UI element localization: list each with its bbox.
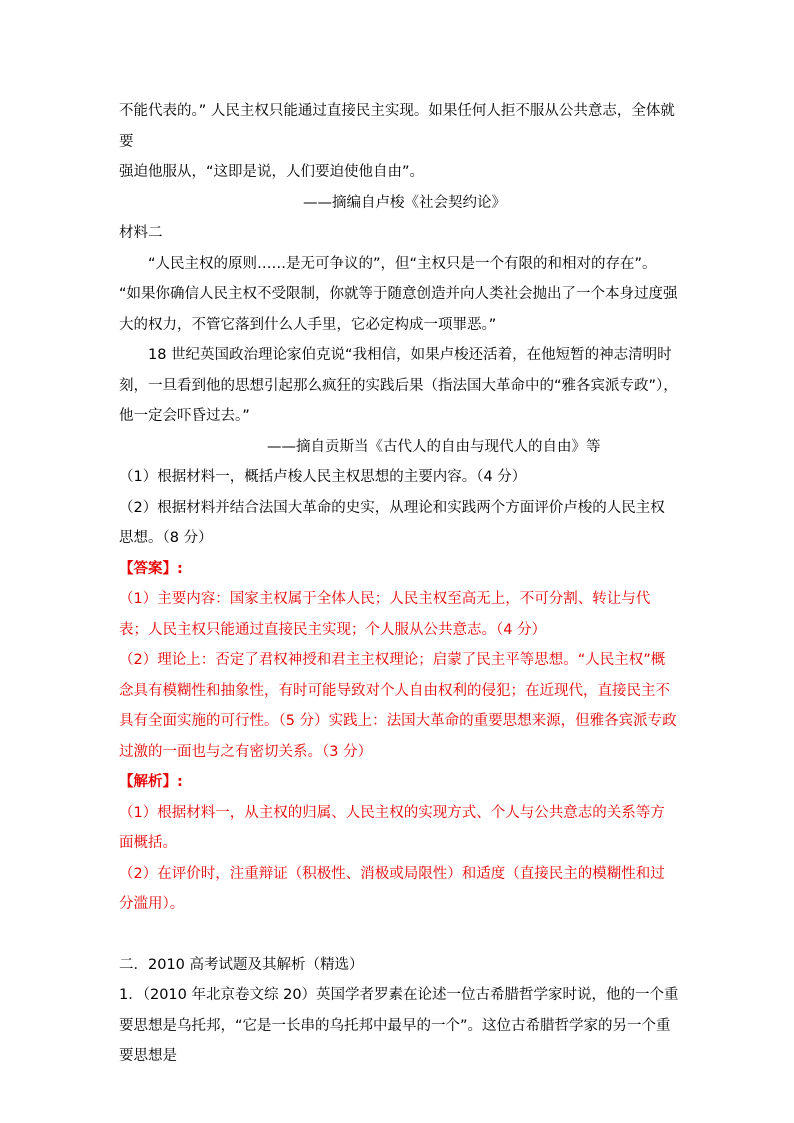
question-1: （1）根据材料一，概括卢梭人民主权思想的主要内容。（4 分） [119, 469, 527, 485]
section2-heading: 二．2010 高考试题及其解析（精选） [119, 956, 364, 973]
material2-citation: ——摘自贡斯当《古代人的自由与现代人的自由》等 [267, 438, 601, 455]
material2-heading: 材料二 [119, 225, 163, 241]
material1-text-line2: 强迫他服从，“这即是说，人们要迫使他自由”。 [119, 164, 425, 180]
analysis-label: 【解析】: [119, 774, 183, 790]
material2-paragraph2: 18 世纪英国政治理论家伯克说“我相信，如果卢梭还活着，在他短暂的神志清明时刻，一旦看到他的思想引起那么疯狂的实践后果（指法国大革命中的“雅各宾派专政”），他一定会吓昏过去。” [119, 347, 678, 424]
material1-text-line1: 不能代表的。” 人民主权只能通过直接民主实现。如果任何人拒不服从公共意志，全体就要 [119, 103, 675, 150]
answer-1: （1）主要内容：国家主权属于全体人民；人民主权至高无上，不可分割、转让与代表；人民主权只能通过直接民主实现；个人服从公共意志。（4 分） [119, 591, 651, 638]
material1-citation: ——摘编自卢梭《社会契约论》 [303, 194, 506, 211]
section-spacer [119, 920, 679, 950]
analysis-1: （1）根据材料一，从主权的归属、人民主权的实现方式、个人与公共意志的关系等方面概括。 [119, 804, 665, 851]
section2-question-1: 1．（2010 年北京卷文综 20）英国学者罗素在论述一位古希腊哲学家时说，他的一个重要思想是乌托邦，“它是一长串的乌托邦中最早的一个”。这位古希腊哲学家的另一个重要思想是 [119, 987, 679, 1064]
analysis-2: （2）在评价时，注重辩证（积极性、消极或局限性）和适度（直接民主的模糊性和过分滥用）。 [119, 865, 665, 912]
document-body [119, 96, 679, 1072]
answer-label: 【答案】: [119, 560, 183, 577]
answer-2: （2）理论上：否定了君权神授和君主主权理论；启蒙了民主平等思想。“人民主权”概念具有模糊性和抽象性，有时可能导致对个人自由权利的侵犯；在近现代，直接民主不具有全面实施的可行性。（5 分）实践上：法国大革命的重要思想来源，但雅各宾派专政过激的一面也与之有密切关系。（3 分） [119, 652, 677, 760]
material2-paragraph1: “人民主权的原则……是无可争议的”，但“主权只是一个有限的和相对的存在”。 “如果你确信人民主权不受限制，你就等于随意创造并向人类社会抛出了一个本身过度强大的权力，不管它落到什么人手里，它必定构成一项罪恶。” [119, 255, 678, 333]
question-2: （2）根据材料并结合法国大革命的史实，从理论和实践两个方面评价卢梭的人民主权思想。（8 分） [119, 499, 665, 546]
